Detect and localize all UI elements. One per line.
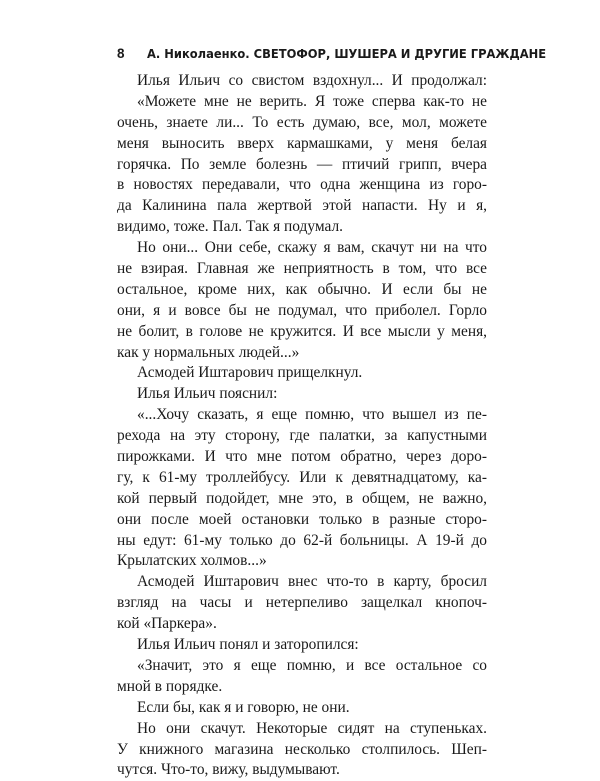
text-line: «Можете мне не верить. Я тоже сперва как-то не — [137, 92, 487, 110]
text-line: кой «Паркера». — [117, 615, 217, 633]
text-line: мной в порядке. — [117, 677, 223, 695]
text-line: очень, знаете ли... То есть думаю, все, мол, можете — [117, 113, 487, 131]
text-line: Но они... Они себе, скажу я вам, скачут ни на что — [137, 239, 487, 257]
text-line: остальное, кроме них, как обычно. И если бы не — [117, 280, 487, 298]
body-text — [117, 71, 487, 781]
text-line: Асмодей Иштарович внес что-то в карту, бросил — [137, 573, 487, 591]
text-line: да Калинина пала жертвой этой напасти. Ну и я, — [117, 197, 487, 215]
text-line: горячка. По земле болезнь — птичий грипп, вчера — [117, 155, 487, 173]
text-line: они после моей остановки только в разные сторо- — [117, 510, 487, 528]
text-line: Крылатских холмов...» — [117, 552, 267, 570]
running-header — [117, 45, 547, 65]
text-line: Но они скачут. Некоторые сидят на ступеньках. — [137, 719, 487, 737]
text-line: Илья Ильич со свистом вздохнул... И продолжал: — [137, 72, 487, 89]
running-title: А. Николаенко. СВЕТОФОР, ШУШЕРА И ДРУГИЕ ГРАЖДАНЕ — [147, 46, 547, 61]
text-line: Асмодей Иштарович прищелкнул. — [137, 364, 363, 382]
text-line: гу, к 61-му троллейбусу. Или к девятнадцатому, ка- — [117, 468, 487, 486]
text-line: ны едут: 61-му только до 62-й больницы. А 19-й до — [117, 531, 487, 549]
text-line: не болит, в голове не кружится. И все мысли у меня, — [117, 322, 487, 340]
text-line: рехода на эту сторону, где палатки, за капустными — [117, 427, 487, 445]
text-line: пирожками. И что мне потом обратно, через доро- — [117, 448, 487, 466]
text-line: кой первый подойдет, мне это, в общем, не важно, — [117, 489, 487, 507]
text-line: взгляд на часы и нетерпеливо защелкал кнопоч- — [117, 594, 487, 612]
text-line: как у нормальных людей...» — [117, 343, 300, 361]
text-line: Илья Ильич понял и заторопился: — [137, 636, 359, 654]
text-line: Если бы, как я и говорю, не они. — [137, 698, 350, 716]
text-line: «...Хочу сказать, я еще помню, что вышел из пе- — [137, 406, 487, 424]
text-line: не взирая. Главная же неприятность в том, что все — [117, 260, 487, 278]
text-line: «Значит, это я еще помню, и все остальное со — [137, 656, 487, 674]
text-line: они, я и вовсе бы не подумал, что приболел. Горло — [117, 301, 487, 319]
page-number: 8 — [117, 46, 125, 61]
text-line: в новостях передавали, что одна женщина из горо- — [117, 176, 487, 194]
text-line: видимо, тоже. Пал. Так я подумал. — [117, 218, 343, 236]
text-line: чутся. Что-то, вижу, выдумывают. — [117, 761, 340, 779]
text-line: Илья Ильич пояснил: — [137, 385, 278, 403]
text-line: У книжного магазина несколько столпилось. Шеп- — [117, 740, 487, 758]
text-line: меня выносить вверх кармашками, у меня белая — [117, 134, 487, 152]
